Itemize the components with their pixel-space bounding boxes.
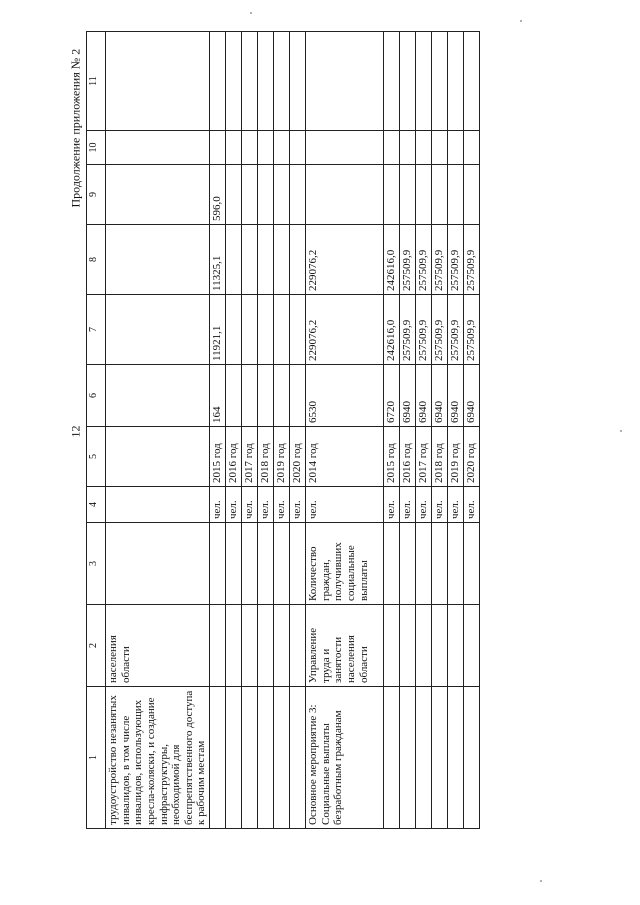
cell-year: 2015 год: [384, 427, 400, 487]
col-num: 6: [87, 365, 106, 427]
table-row: [210, 32, 226, 829]
cell-year: 2019 год: [448, 427, 464, 487]
cell-value: 257509,9: [448, 295, 464, 365]
col-num: 8: [87, 225, 106, 295]
cell-indicator: Количество граждан, получивших социальные выплаты: [306, 523, 384, 605]
cell-unit: чел.: [290, 487, 306, 523]
cell-measure-text: Основное мероприятие 3: Социальные выплаты безработным гражданам: [306, 687, 384, 829]
scan-speck: [620, 430, 622, 432]
cell-year: 2019 год: [274, 427, 290, 487]
cell-unit: чел.: [448, 487, 464, 523]
table-row: [400, 32, 416, 829]
cell-value: 6940: [464, 365, 480, 427]
rotated-table-sheet: [86, 32, 586, 829]
col-num: 7: [87, 295, 106, 365]
cell-value: 6530: [306, 365, 384, 427]
table-row: [226, 32, 242, 829]
col-num: 10: [87, 131, 106, 165]
cell-unit: чел.: [210, 487, 226, 523]
cell-value: 257509,9: [464, 295, 480, 365]
table-row: [306, 32, 384, 829]
col-num: 11: [87, 32, 106, 131]
table-row: [242, 32, 258, 829]
cell-value: 6940: [400, 365, 416, 427]
table-row: [384, 32, 400, 829]
cell-value: 164: [210, 365, 226, 427]
cell-unit: чел.: [416, 487, 432, 523]
cell-unit: чел.: [242, 487, 258, 523]
cell-value: 6940: [432, 365, 448, 427]
cell-value: 257509,9: [432, 295, 448, 365]
cell-value: 229076,2: [306, 225, 384, 295]
table-row: [432, 32, 448, 829]
table-row: [464, 32, 480, 829]
col-num: 9: [87, 165, 106, 225]
cell-executor: населения области: [106, 605, 210, 687]
cell-value: 229076,2: [306, 295, 384, 365]
cell-year: 2016 год: [400, 427, 416, 487]
rotated-table-frame: [86, 32, 586, 829]
appendix-table: [86, 31, 480, 829]
cell-year: 2017 год: [416, 427, 432, 487]
cell-year: 2015 год: [210, 427, 226, 487]
cell-year: 2014 год: [306, 427, 384, 487]
cell-year: 2018 год: [258, 427, 274, 487]
cell-value: 11325,1: [210, 225, 226, 295]
col-num: 1: [87, 687, 106, 829]
col-num: 4: [87, 487, 106, 523]
col-num: 2: [87, 605, 106, 687]
cell-unit: чел.: [274, 487, 290, 523]
cell-value: 257509,9: [432, 225, 448, 295]
cell-year: 2016 год: [226, 427, 242, 487]
cell-value: 242616,0: [384, 225, 400, 295]
table-row: [274, 32, 290, 829]
cell-year: 2020 год: [290, 427, 306, 487]
cell-unit: чел.: [306, 487, 384, 523]
cell-executor: Управление труда и занятости населения области: [306, 605, 384, 687]
table-row: [448, 32, 464, 829]
cell-value: 257509,9: [448, 225, 464, 295]
col-num: 3: [87, 523, 106, 605]
cell-measure-text: трудоустройство незанятых инвалидов, в том числе инвалидов, использующих кресла-коляски, и создание инфраструктуры, необходимой для беспрепятственного доступа к рабочим местам: [106, 687, 210, 829]
cell-value: 11921,1: [210, 295, 226, 365]
cell-unit: чел.: [464, 487, 480, 523]
cell-value: 6940: [448, 365, 464, 427]
table-row: [290, 32, 306, 829]
column-numbers-row: [87, 32, 106, 829]
cell-value: 6720: [384, 365, 400, 427]
cell-value: 6940: [416, 365, 432, 427]
cell-year: 2020 год: [464, 427, 480, 487]
appendix-caption: Продолжение приложения № 2: [68, 48, 83, 208]
table-row: [416, 32, 432, 829]
scan-speck: [540, 880, 542, 882]
table-row: [258, 32, 274, 829]
scan-speck: [520, 20, 522, 22]
cell-value: 257509,9: [416, 295, 432, 365]
col-num: 5: [87, 427, 106, 487]
cell-year: 2017 год: [242, 427, 258, 487]
cell-unit: чел.: [226, 487, 242, 523]
cell-value: 596,0: [210, 165, 226, 225]
cell-unit: чел.: [432, 487, 448, 523]
cell-value: 242616,0: [384, 295, 400, 365]
scan-speck: [250, 12, 252, 14]
cell-unit: чел.: [258, 487, 274, 523]
cell-unit: чел.: [400, 487, 416, 523]
cell-value: 257509,9: [400, 295, 416, 365]
cell-year: 2018 год: [432, 427, 448, 487]
cell-unit: чел.: [384, 487, 400, 523]
cell-value: 257509,9: [400, 225, 416, 295]
cell-value: 257509,9: [464, 225, 480, 295]
cell-value: 257509,9: [416, 225, 432, 295]
page-number: 12: [68, 425, 83, 438]
table-row: [106, 32, 210, 829]
